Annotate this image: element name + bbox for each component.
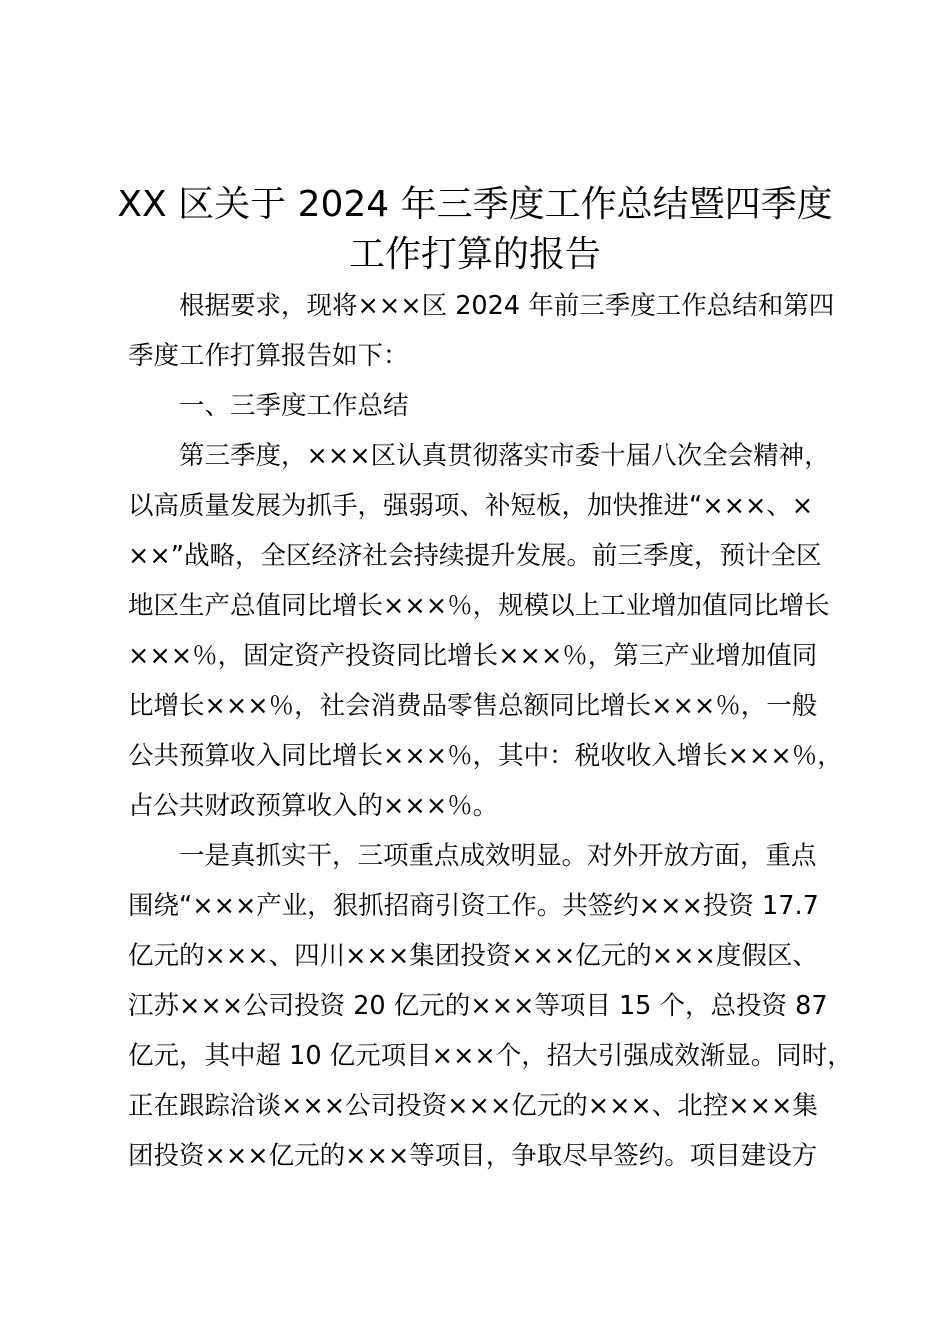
summary-paragraph-line: 占公共财政预算收入的×××％。	[128, 791, 499, 821]
detail-paragraph-line: 围绕“×××产业，狠抓招商引资工作。共签约×××投资 17.7	[128, 891, 819, 921]
intro-paragraph-line: 季度工作打算报告如下：	[128, 341, 409, 371]
summary-paragraph-line: ××”战略，全区经济社会持续提升发展。前三季度，预计全区	[128, 541, 822, 571]
title-line-1: XX 区关于 2024 年三季度工作总结暨四季度	[117, 184, 833, 225]
summary-paragraph-line: 第三季度，×××区认真贯彻落实市委十届八次全会精神，	[179, 441, 830, 471]
summary-paragraph-line: ×××％，固定资产投资同比增长×××％，第三产业增加值同	[128, 641, 818, 671]
detail-paragraph-line: 团投资×××亿元的×××等项目，争取尽早签约。项目建设方	[128, 1141, 818, 1171]
detail-paragraph-line: 亿元，其中超 10 亿元项目×××个，招大引强成效渐显。同时，	[128, 1041, 853, 1071]
section-heading: 一、三季度工作总结	[179, 391, 409, 421]
document-body	[128, 281, 868, 1181]
summary-paragraph-line: 以高质量发展为抓手，强弱项、补短板，加快推进“×××、×	[128, 491, 814, 521]
detail-paragraph-line: 正在跟踪洽谈×××公司投资×××亿元的×××、北控×××集	[128, 1091, 818, 1121]
title-line-2: 工作打算的报告	[348, 234, 601, 275]
detail-paragraph-line: 一是真抓实干，三项重点成效明显。对外开放方面，重点	[179, 841, 817, 871]
detail-paragraph-line: 亿元的×××、四川×××集团投资×××亿元的×××度假区、	[128, 941, 818, 971]
summary-paragraph-line: 地区生产总值同比增长×××％，规模以上工业增加值同比增长	[128, 591, 830, 621]
document-title	[100, 180, 850, 280]
summary-paragraph-line: 公共预算收入同比增长×××％，其中：税收收入增长×××％，	[128, 741, 843, 771]
detail-paragraph-line: 江苏×××公司投资 20 亿元的×××等项目 15 个，总投资 87	[128, 991, 828, 1021]
summary-paragraph-line: 比增长×××％，社会消费品零售总额同比增长×××％，一般	[128, 691, 818, 721]
intro-paragraph-line: 根据要求，现将×××区 2024 年前三季度工作总结和第四	[179, 291, 835, 321]
